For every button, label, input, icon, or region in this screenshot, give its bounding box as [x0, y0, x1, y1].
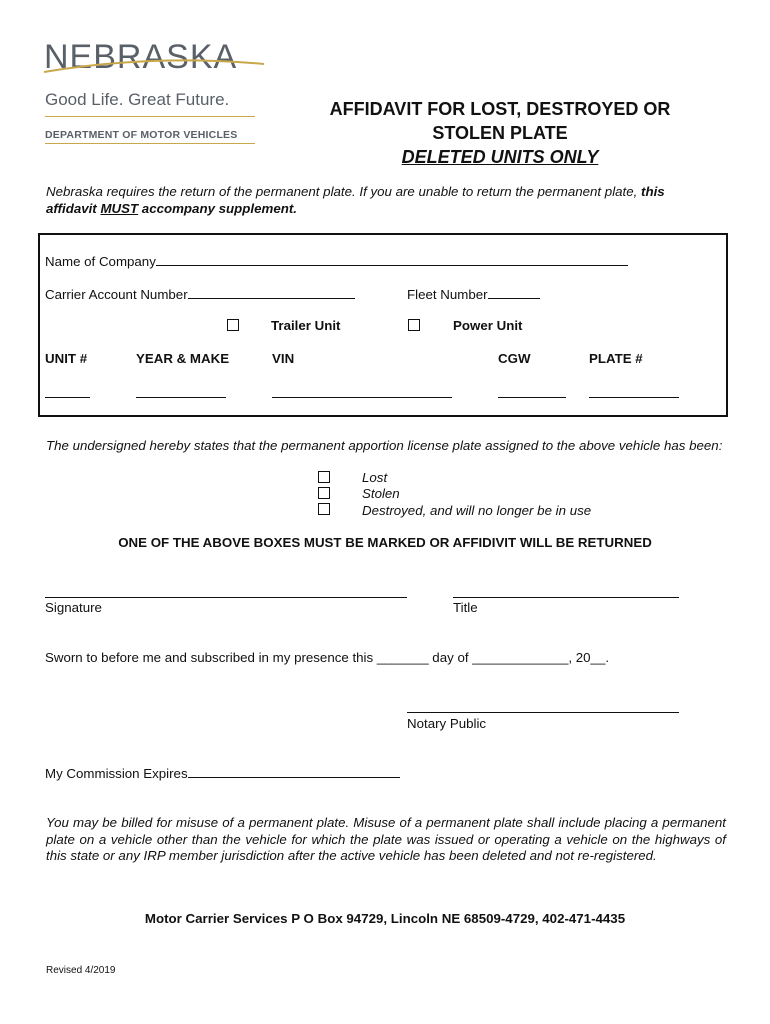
- stolen-label: Stolen: [362, 486, 400, 501]
- intro-paragraph: [46, 183, 726, 217]
- header-unit: UNIT #: [45, 351, 88, 366]
- company-label: Name of Company: [45, 254, 156, 269]
- vin-input[interactable]: [272, 397, 452, 398]
- header-plate: PLATE #: [589, 351, 643, 366]
- trailer-unit-checkbox[interactable]: [227, 319, 239, 331]
- logo-tagline: Good Life. Great Future.: [45, 90, 230, 109]
- power-unit-checkbox[interactable]: [408, 319, 420, 331]
- company-field: [45, 253, 628, 269]
- fleet-field: [407, 286, 540, 302]
- lost-label: Lost: [362, 470, 388, 485]
- commission-input[interactable]: [188, 765, 400, 778]
- footer-address: Motor Carrier Services P O Box 94729, Lincoln NE 68509-4729, 402-471-4435: [144, 911, 626, 926]
- title-line-1: AFFIDAVIT FOR LOST, DESTROYED OR: [329, 99, 671, 119]
- lost-checkbox[interactable]: [318, 471, 330, 483]
- title-label: Title: [453, 600, 478, 615]
- intro-bold-affidavit: affidavit: [46, 201, 101, 216]
- trailer-unit-label: Trailer Unit: [271, 318, 341, 333]
- logo-divider-bottom: [45, 143, 255, 144]
- unit-input[interactable]: [45, 397, 90, 398]
- statement-text: The undersigned hereby states that the permanent apportion license plate assigned to the above vehicle has been:: [46, 438, 723, 453]
- signature-label: Signature: [45, 600, 102, 615]
- fleet-input[interactable]: [488, 286, 540, 299]
- logo-department: DEPARTMENT OF MOTOR VEHICLES: [45, 129, 238, 141]
- destroyed-label: Destroyed, and will no longer be in use: [362, 503, 592, 518]
- title-line-2: STOLEN PLATE: [432, 123, 568, 143]
- destroyed-checkbox[interactable]: [318, 503, 330, 515]
- carrier-field: [45, 286, 355, 302]
- intro-must: MUST: [100, 201, 139, 216]
- carrier-input[interactable]: [188, 286, 355, 299]
- logo-divider: [45, 116, 255, 117]
- revised-date: Revised 4/2019: [46, 965, 116, 976]
- intro-bold-this: this: [641, 184, 665, 199]
- notary-line[interactable]: [407, 712, 679, 713]
- cgw-input[interactable]: [498, 397, 566, 398]
- title-subtitle: DELETED UNITS ONLY: [401, 147, 599, 167]
- sworn-statement: Sworn to before me and subscribed in my presence this _______ day of _____________, 20__.: [45, 650, 610, 665]
- intro-text: Nebraska requires the return of the permanent plate. If you are unable to return the permanent plate,: [46, 184, 642, 199]
- header-year-make: YEAR & MAKE: [136, 351, 230, 366]
- stolen-checkbox[interactable]: [318, 487, 330, 499]
- header-vin: VIN: [272, 351, 295, 366]
- power-unit-label: Power Unit: [453, 318, 523, 333]
- logo-swoosh-icon: [42, 56, 267, 78]
- commission-label: My Commission Expires: [45, 766, 188, 781]
- signature-line[interactable]: [45, 597, 407, 598]
- year-make-input[interactable]: [136, 397, 226, 398]
- intro-bold-rest: accompany supplement.: [138, 201, 297, 216]
- notary-label: Notary Public: [407, 716, 487, 731]
- title-line[interactable]: [453, 597, 679, 598]
- commission-field: [45, 765, 400, 781]
- misuse-note: You may be billed for misuse of a permanent plate. Misuse of a permanent plate shall include placing a permanent plate on a vehicle other than the vehicle for which the plate was issued or operating a vehicle on the highways of this state or any IRP member jurisdiction after the active vehicle has been deleted and not re-registered.: [46, 815, 726, 863]
- company-input[interactable]: [156, 253, 628, 266]
- fleet-label: Fleet Number: [407, 287, 488, 302]
- plate-input[interactable]: [589, 397, 679, 398]
- must-mark-notice: ONE OF THE ABOVE BOXES MUST BE MARKED OR AFFIDIVIT WILL BE RETURNED: [118, 535, 652, 550]
- logo-wordmark: NEBRASKA: [44, 38, 238, 76]
- form-title: [290, 97, 710, 169]
- carrier-label: Carrier Account Number: [45, 287, 188, 302]
- header-cgw: CGW: [498, 351, 531, 366]
